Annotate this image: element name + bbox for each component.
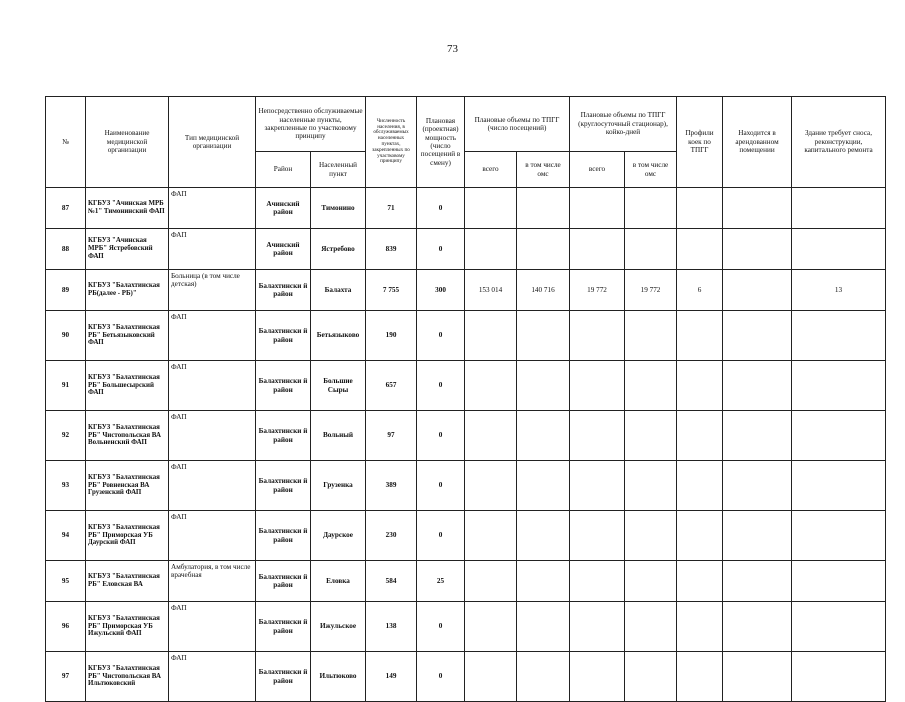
building-repair-cell — [792, 561, 886, 602]
table-row — [46, 188, 886, 229]
header-rented: Находится в арендованном помещении — [723, 97, 792, 188]
header-building: Здание требует сноса, реконструкции, капитального ремонта — [792, 97, 886, 188]
building-repair-cell — [792, 229, 886, 270]
visits-total-cell — [465, 511, 517, 561]
capacity-cell: 0 — [417, 511, 465, 561]
profile-beds-cell — [677, 411, 723, 461]
org-name-cell: КГБУЗ "Балахтинская РБ" Ровненская ВА Грузенский ФАП — [86, 461, 169, 511]
header-district: Район — [256, 152, 311, 188]
building-repair-cell — [792, 311, 886, 361]
capacity-cell: 0 — [417, 461, 465, 511]
district-cell: Ачинский район — [256, 188, 311, 229]
population-cell: 71 — [366, 188, 417, 229]
beds-total-cell — [570, 511, 625, 561]
visits-oms-cell — [517, 511, 570, 561]
visits-oms-cell — [517, 188, 570, 229]
capacity-cell: 300 — [417, 270, 465, 311]
header-population: Численность населения, в обслуживаемых населенных пунктах, закрепленных по участковому принципу — [366, 97, 417, 188]
district-cell: Ачинский район — [256, 229, 311, 270]
header-capacity: Плановая (проектная) мощность (число посещений в смену) — [417, 97, 465, 188]
table-row — [46, 311, 886, 361]
row-number-cell: 94 — [46, 511, 86, 561]
beds-oms-cell — [625, 188, 677, 229]
capacity-cell: 25 — [417, 561, 465, 602]
org-type-cell: ФАП — [169, 411, 256, 461]
visits-oms-cell — [517, 461, 570, 511]
rented-cell — [723, 602, 792, 652]
beds-total-cell — [570, 188, 625, 229]
row-number-cell: 97 — [46, 652, 86, 702]
beds-oms-cell — [625, 461, 677, 511]
org-type-cell: ФАП — [169, 652, 256, 702]
beds-oms-cell — [625, 229, 677, 270]
locality-cell: Бетьязыково — [311, 311, 366, 361]
rented-cell — [723, 461, 792, 511]
capacity-cell: 0 — [417, 602, 465, 652]
rented-cell — [723, 511, 792, 561]
header-visits-total: всего — [465, 152, 517, 188]
row-number-cell: 92 — [46, 411, 86, 461]
header-org-name: Наименование медицинской организации — [86, 97, 169, 188]
table-row — [46, 652, 886, 702]
visits-oms-cell: 140 716 — [517, 270, 570, 311]
capacity-cell: 0 — [417, 188, 465, 229]
district-cell: Балахтински й район — [256, 561, 311, 602]
locality-cell: Грузенка — [311, 461, 366, 511]
org-name-cell: КГБУЗ "Балахтинская РБ" Приморская УБ Даурский ФАП — [86, 511, 169, 561]
population-cell: 138 — [366, 602, 417, 652]
table-row — [46, 411, 886, 461]
header-beds-oms: в том числе омс — [625, 152, 677, 188]
profile-beds-cell — [677, 229, 723, 270]
row-number-cell: 91 — [46, 361, 86, 411]
population-cell: 839 — [366, 229, 417, 270]
beds-total-cell — [570, 561, 625, 602]
beds-oms-cell — [625, 361, 677, 411]
population-cell: 389 — [366, 461, 417, 511]
population-cell: 190 — [366, 311, 417, 361]
district-cell: Балахтински й район — [256, 461, 311, 511]
org-name-cell: КГБУЗ "Балахтинская РБ" Приморская УБ Ижульский ФАП — [86, 602, 169, 652]
locality-cell: Большие Сыры — [311, 361, 366, 411]
org-name-cell: КГБУЗ "Балахтинская РБ" Чистопольская ВА Ильтюковский — [86, 652, 169, 702]
header-locality: Населенный пункт — [311, 152, 366, 188]
org-name-cell: КГБУЗ "Балахтинская РБ" Бетьязыковский ФАП — [86, 311, 169, 361]
locality-cell: Даурское — [311, 511, 366, 561]
org-type-cell: ФАП — [169, 188, 256, 229]
capacity-cell: 0 — [417, 311, 465, 361]
profile-beds-cell — [677, 311, 723, 361]
district-cell: Балахтински й район — [256, 311, 311, 361]
population-cell: 7 755 — [366, 270, 417, 311]
org-type-cell: ФАП — [169, 602, 256, 652]
table-row — [46, 229, 886, 270]
org-name-cell: КГБУЗ "Ачинская МРБ №1" Тимонинский ФАП — [86, 188, 169, 229]
beds-oms-cell — [625, 311, 677, 361]
row-number-cell: 89 — [46, 270, 86, 311]
beds-total-cell — [570, 461, 625, 511]
building-repair-cell — [792, 652, 886, 702]
beds-total-cell — [570, 411, 625, 461]
profile-beds-cell — [677, 188, 723, 229]
visits-oms-cell — [517, 229, 570, 270]
capacity-cell: 0 — [417, 229, 465, 270]
visits-oms-cell — [517, 361, 570, 411]
locality-cell: Вольный — [311, 411, 366, 461]
table-row — [46, 461, 886, 511]
row-number-cell: 93 — [46, 461, 86, 511]
visits-total-cell — [465, 652, 517, 702]
profile-beds-cell: 6 — [677, 270, 723, 311]
visits-total-cell — [465, 188, 517, 229]
locality-cell: Ястребово — [311, 229, 366, 270]
rented-cell — [723, 188, 792, 229]
table-row — [46, 511, 886, 561]
beds-total-cell — [570, 229, 625, 270]
org-name-cell: КГБУЗ "Балахтинская РБ(далее - РБ)" — [86, 270, 169, 311]
org-type-cell: ФАП — [169, 461, 256, 511]
visits-total-cell — [465, 561, 517, 602]
locality-cell: Ильтюково — [311, 652, 366, 702]
capacity-cell: 0 — [417, 652, 465, 702]
rented-cell — [723, 361, 792, 411]
org-name-cell: КГБУЗ "Балахтинская РБ" Еловская ВА — [86, 561, 169, 602]
row-number-cell: 96 — [46, 602, 86, 652]
visits-total-cell: 153 014 — [465, 270, 517, 311]
beds-oms-cell — [625, 411, 677, 461]
medical-organizations-table — [45, 96, 886, 702]
profile-beds-cell — [677, 511, 723, 561]
visits-total-cell — [465, 411, 517, 461]
visits-total-cell — [465, 602, 517, 652]
org-name-cell: КГБУЗ "Ачинская МРБ" Ястребовский ФАП — [86, 229, 169, 270]
header-planned-visits: Плановые объемы по ТПГГ (число посещений) — [465, 97, 570, 152]
header-served-points: Непосредственно обслуживаемые населенные пункты, закрепленные по участковому принципу — [256, 97, 366, 152]
rented-cell — [723, 311, 792, 361]
visits-total-cell — [465, 461, 517, 511]
beds-total-cell — [570, 361, 625, 411]
locality-cell: Тимонино — [311, 188, 366, 229]
locality-cell: Еловка — [311, 561, 366, 602]
capacity-cell: 0 — [417, 361, 465, 411]
rented-cell — [723, 229, 792, 270]
beds-total-cell — [570, 652, 625, 702]
rented-cell — [723, 561, 792, 602]
page-number: 73 — [447, 43, 458, 55]
beds-total-cell: 19 772 — [570, 270, 625, 311]
visits-oms-cell — [517, 311, 570, 361]
profile-beds-cell — [677, 561, 723, 602]
beds-oms-cell — [625, 602, 677, 652]
population-cell: 97 — [366, 411, 417, 461]
header-planned-beds: Плановые объемы по ТПГГ (круглосуточный стационар), койко-дней — [570, 97, 677, 152]
header-num: № — [46, 97, 86, 188]
visits-oms-cell — [517, 602, 570, 652]
district-cell: Балахтински й район — [256, 411, 311, 461]
visits-oms-cell — [517, 561, 570, 602]
org-type-cell: Амбулатория, в том числе врачебная — [169, 561, 256, 602]
beds-oms-cell — [625, 561, 677, 602]
profile-beds-cell — [677, 652, 723, 702]
table-row — [46, 270, 886, 311]
visits-total-cell — [465, 229, 517, 270]
profile-beds-cell — [677, 602, 723, 652]
district-cell: Балахтински й район — [256, 602, 311, 652]
profile-beds-cell — [677, 461, 723, 511]
rented-cell — [723, 652, 792, 702]
population-cell: 657 — [366, 361, 417, 411]
row-number-cell: 88 — [46, 229, 86, 270]
building-repair-cell: 13 — [792, 270, 886, 311]
building-repair-cell — [792, 602, 886, 652]
org-name-cell: КГБУЗ "Балахтинская РБ" Чистопольская ВА Вольненский ФАП — [86, 411, 169, 461]
building-repair-cell — [792, 511, 886, 561]
district-cell: Балахтински й район — [256, 361, 311, 411]
beds-total-cell — [570, 311, 625, 361]
org-type-cell: ФАП — [169, 511, 256, 561]
beds-total-cell — [570, 602, 625, 652]
header-profile-beds: Профили коек по ТПГГ — [677, 97, 723, 188]
org-type-cell: ФАП — [169, 229, 256, 270]
org-type-cell: ФАП — [169, 361, 256, 411]
district-cell: Балахтински й район — [256, 511, 311, 561]
capacity-cell: 0 — [417, 411, 465, 461]
beds-oms-cell: 19 772 — [625, 270, 677, 311]
table-row — [46, 602, 886, 652]
building-repair-cell — [792, 461, 886, 511]
beds-oms-cell — [625, 652, 677, 702]
table-row — [46, 561, 886, 602]
visits-oms-cell — [517, 652, 570, 702]
beds-oms-cell — [625, 511, 677, 561]
locality-cell: Балахта — [311, 270, 366, 311]
population-cell: 584 — [366, 561, 417, 602]
district-cell: Балахтински й район — [256, 270, 311, 311]
table-row — [46, 361, 886, 411]
org-name-cell: КГБУЗ "Балахтинская РБ" Большесырский ФАП — [86, 361, 169, 411]
row-number-cell: 90 — [46, 311, 86, 361]
district-cell: Балахтински й район — [256, 652, 311, 702]
visits-total-cell — [465, 361, 517, 411]
building-repair-cell — [792, 361, 886, 411]
rented-cell — [723, 411, 792, 461]
org-type-cell: ФАП — [169, 311, 256, 361]
row-number-cell: 95 — [46, 561, 86, 602]
header-org-type: Тип медицинской организации — [169, 97, 256, 188]
rented-cell — [723, 270, 792, 311]
locality-cell: Ижульское — [311, 602, 366, 652]
org-type-cell: Больница (в том числе детская) — [169, 270, 256, 311]
visits-total-cell — [465, 311, 517, 361]
building-repair-cell — [792, 188, 886, 229]
header-beds-total: всего — [570, 152, 625, 188]
profile-beds-cell — [677, 361, 723, 411]
population-cell: 230 — [366, 511, 417, 561]
visits-oms-cell — [517, 411, 570, 461]
building-repair-cell — [792, 411, 886, 461]
header-visits-oms: в том числе омс — [517, 152, 570, 188]
row-number-cell: 87 — [46, 188, 86, 229]
population-cell: 149 — [366, 652, 417, 702]
